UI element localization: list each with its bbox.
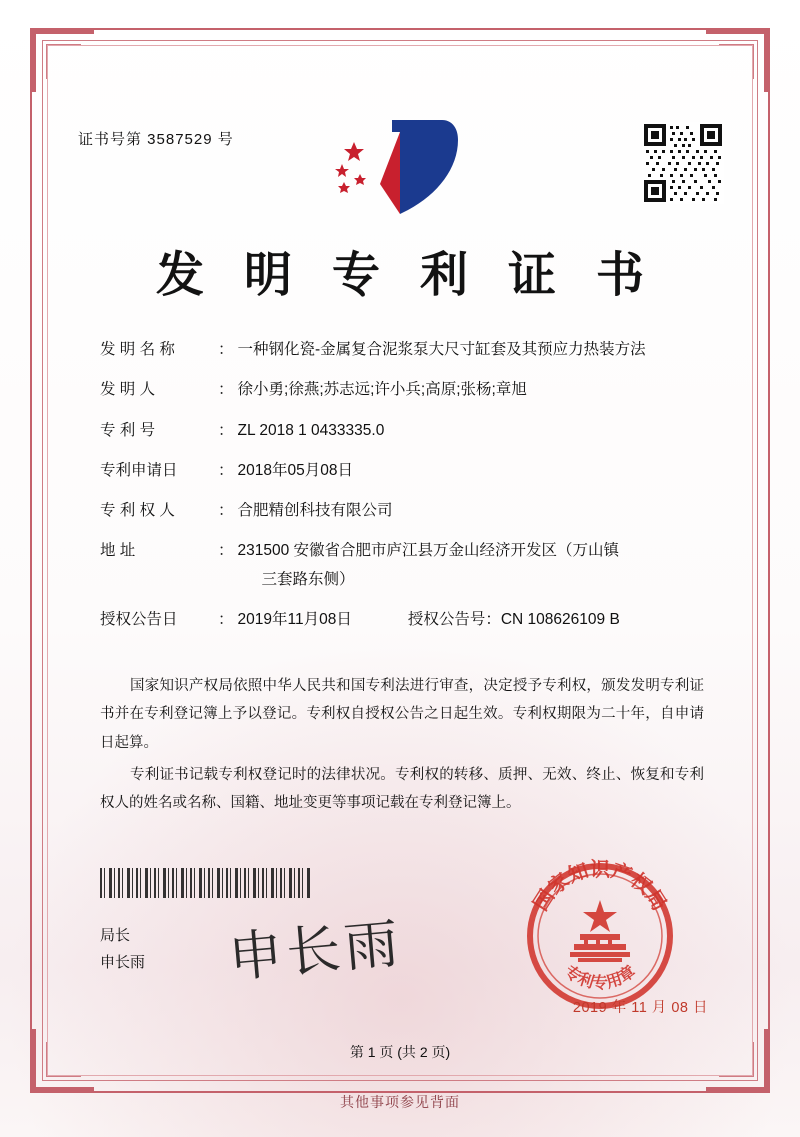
field-value-grant	[238, 608, 704, 631]
certificate-number: 证书号第 3587529 号	[78, 131, 234, 148]
patent-office-emblem-icon	[330, 112, 460, 224]
field-colon: ：	[218, 610, 234, 628]
field-application-date	[100, 459, 704, 482]
address-line-1: 231500 安徽省合肥市庐江县万金山经济开发区（万山镇	[237, 542, 620, 560]
director-name: 申长雨	[100, 954, 146, 971]
field-label-text: 专 利 权 人	[100, 502, 175, 519]
field-colon: ：	[218, 341, 234, 358]
director-label: 局长	[100, 927, 131, 944]
field-invention-name	[100, 338, 704, 361]
certificate-fields	[100, 338, 704, 648]
field-colon: ：	[218, 542, 234, 560]
grant-number-label: 授权公告号：	[407, 610, 501, 628]
field-patent-number	[100, 419, 704, 442]
field-inventors	[100, 378, 704, 401]
field-grant-announcement	[100, 608, 704, 631]
address-line-2: 三套路东侧）	[261, 570, 355, 588]
field-patentee	[100, 499, 704, 522]
field-label-text: 发 明 名 称	[100, 341, 175, 358]
field-label-text: 专利申请日	[100, 461, 178, 479]
field-address	[100, 539, 704, 591]
corner-ornament-top-right	[706, 28, 770, 92]
field-label-text: 专 利 号	[100, 421, 156, 439]
field-value-patentee: 合肥精创科技有限公司	[237, 502, 393, 519]
field-label-text: 地 址	[100, 542, 136, 560]
handwritten-signature: 申长雨	[226, 913, 405, 989]
svg-text:专利专用章: 专利专用章	[561, 963, 639, 992]
page-title: 发 明 专 利 证 书	[155, 249, 658, 302]
field-colon: ：	[218, 502, 234, 519]
qr-code-icon	[642, 122, 724, 204]
grant-date-value: 2019年11月08日	[237, 610, 352, 628]
seal-date: 2019 年 11 月 08 日	[572, 1000, 708, 1016]
field-colon: ：	[218, 421, 234, 439]
legal-paragraph-2: 专利证书记载专利权登记时的法律状况。专利权的转移、质押、无效、终止、恢复和专利权人的姓名或名称、国籍、地址变更等事项记载在专利登记簿上。	[100, 766, 704, 812]
footer-note: 其他事项参见背面	[340, 1094, 460, 1110]
field-value-patent-number: ZL 2018 1 0433335.0	[237, 421, 385, 439]
field-colon: ：	[218, 381, 234, 399]
barcode-icon	[100, 868, 312, 898]
field-label-text: 授权公告日	[100, 610, 178, 628]
field-value-address	[238, 539, 704, 591]
legal-paragraphs	[100, 672, 704, 821]
field-value-inventors: 徐小勇;徐燕;苏志远;许小兵;高原;张杨;章旭	[237, 381, 527, 399]
field-value-application-date: 2018年05月08日	[237, 461, 353, 479]
legal-paragraph-1: 国家知识产权局依照中华人民共和国专利法进行审查，决定授予专利权，颁发发明专利证书并在专利登记簿上予以登记。专利权自授权公告之日起生效。专利权期限为二十年，自申请日起算。	[100, 678, 704, 751]
field-value-invention-name: 一种钢化瓷-金属复合泥浆泵大尺寸缸套及其预应力热装方法	[237, 341, 646, 358]
field-colon: ：	[218, 461, 234, 479]
signature-block	[100, 922, 145, 976]
corner-ornament-top-left	[30, 28, 94, 92]
field-label-text: 发 明 人	[100, 381, 156, 399]
svg-text:国家知识产权局: 国家知识产权局	[529, 859, 671, 915]
page-number: 第 1 页 (共 2 页)	[349, 1044, 451, 1060]
grant-number-value: CN 108626109 B	[500, 610, 620, 628]
